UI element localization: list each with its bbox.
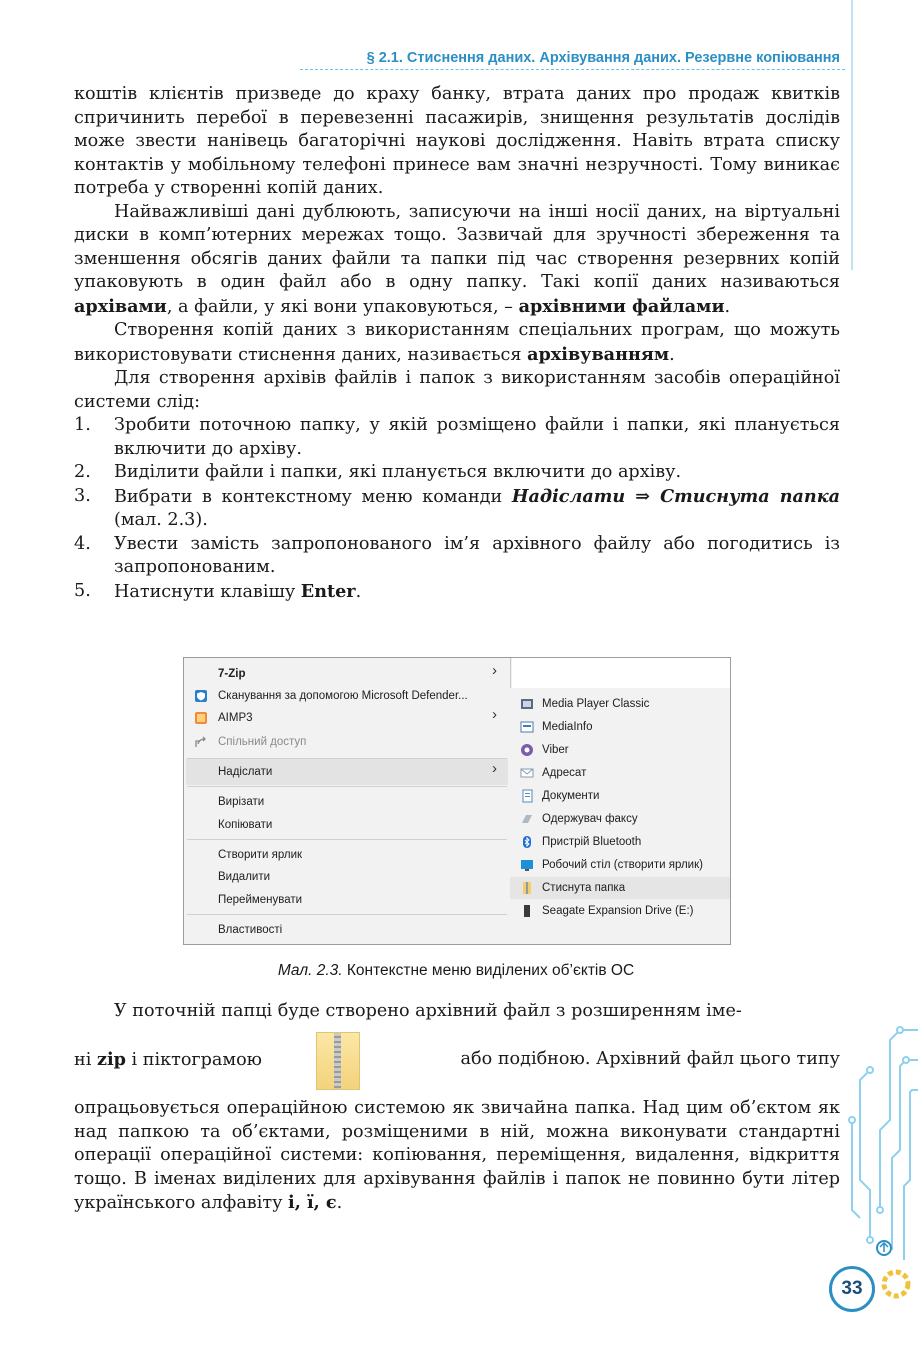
bluetooth-icon (520, 835, 534, 849)
mediainfo-icon (520, 720, 534, 734)
menu-item-delete[interactable]: Видалити (218, 871, 271, 883)
paragraph-2 (74, 201, 840, 320)
documents-icon (520, 789, 534, 803)
context-menu (184, 658, 511, 944)
header-rule (300, 69, 845, 70)
chevron-right-icon: › (492, 760, 497, 777)
mail-recipient-icon (520, 766, 534, 780)
step-item (74, 414, 840, 461)
chevron-right-icon: › (492, 662, 497, 679)
text-run: Створення копій даних з використанням спеціальних програм, що можуть використовувати стиснення даних, називається (74, 320, 840, 365)
chevron-right-icon: › (492, 706, 497, 723)
text-run: ні (74, 1050, 97, 1070)
drive-icon (520, 904, 534, 918)
text-run: . (336, 1193, 343, 1213)
step-text: Натиснути клавішу (114, 581, 301, 602)
send-to-submenu (510, 688, 730, 944)
text-run: . (669, 344, 675, 365)
menu-separator (187, 839, 507, 840)
caption-text: Контекстне меню виділених об’єктів ОС (342, 962, 635, 979)
menu-blank-area (512, 658, 730, 688)
caption-label: Мал. 2.3. (277, 962, 343, 979)
context-menu-figure (183, 657, 731, 945)
menu-item-create-shortcut[interactable]: Створити ярлик (218, 849, 303, 861)
page-number: 33 (829, 1266, 875, 1312)
step-item (74, 485, 840, 533)
step-number: 5. (74, 580, 91, 601)
paragraph-5-line-1: У поточній папці буде створено архівний файл з розширенням іме- (114, 1001, 742, 1021)
submenu-item-bluetooth[interactable]: Пристрій Bluetooth (542, 836, 642, 848)
share-icon (194, 735, 208, 749)
step-text: Вибрати в контекстному меню команди (114, 486, 512, 507)
menu-command: Надіслати ⇒ Стиснута папка (511, 485, 841, 507)
menu-item-aimp3[interactable]: AIMP3 (218, 712, 253, 724)
menu-item-7zip[interactable]: 7-Zip (218, 668, 246, 680)
menu-item-properties[interactable]: Властивості (218, 924, 283, 936)
submenu-item-mediainfo[interactable]: MediaInfo (542, 721, 593, 733)
step-number: 1. (74, 415, 91, 435)
aimp-icon (194, 711, 208, 725)
term-zip: zip (96, 1049, 126, 1070)
menu-item-rename[interactable]: Перейменувати (218, 894, 303, 906)
step-text: . (355, 581, 362, 602)
menu-item-defender-scan[interactable]: Сканування за допомогою Microsoft Defender... (218, 690, 468, 702)
submenu-item-media-player-classic[interactable]: Media Player Classic (542, 698, 650, 710)
step-text: Виділити файли і папки, які планується включити до архіву. (114, 462, 682, 482)
step-text: Увести замість запропонованого ім’я архівного файлу або погодитись із запропонованим. (114, 533, 840, 577)
defender-shield-icon (194, 689, 208, 703)
submenu-item-recipient[interactable]: Адресат (542, 767, 587, 779)
viber-icon (520, 743, 534, 757)
running-header: § 2.1. Стиснення даних. Архівування даних. Резервне копіювання (366, 50, 840, 66)
key-enter: Enter (300, 580, 356, 602)
desktop-icon (520, 858, 534, 872)
paragraph-5-line-2-end: або подібною. Архівний файл цього типу (460, 1049, 840, 1069)
paragraph-5-line-2-start (74, 1048, 314, 1073)
figure-caption (183, 962, 729, 980)
page-edge-line (851, 0, 853, 270)
zipper-stripe (334, 1033, 341, 1089)
main-text (74, 83, 840, 604)
paragraph-5-rest (74, 1097, 840, 1216)
zip-archive-icon (316, 1032, 360, 1090)
step-number: 3. (74, 485, 91, 506)
text-run: Найважливіші дані дублюють, записуючи на інші носії даних, на віртуальні диски в комп’ютерних мережах тощо. Зазвичай для зручності збереження та зменшення обсягів даних файли та папки під час створення резервних копій упаковують в один файл або в одну папку. Такі копії даних називаються (74, 201, 840, 292)
ukrainian-letters: і, ї, є (288, 1192, 337, 1213)
steps-list (74, 414, 840, 604)
step-item (74, 461, 840, 485)
term-archives: архівами (74, 295, 167, 317)
submenu-item-desktop-shortcut[interactable]: Робочий стіл (створити ярлик) (542, 859, 703, 871)
text-run: і піктограмою (125, 1050, 262, 1070)
zip-folder-icon (520, 881, 534, 895)
text-run: . (724, 296, 731, 317)
media-player-icon (520, 697, 534, 711)
step-text: Зробити поточною папку, у якій розміщено файли і папки, які планується включити до архіву. (114, 415, 840, 459)
term-archive-files: архівними файлами (518, 295, 725, 317)
menu-separator (187, 914, 507, 915)
fax-icon (520, 812, 534, 826)
menu-item-send-to[interactable]: Надіслати (218, 766, 273, 778)
step-number: 4. (74, 533, 91, 554)
step-item (74, 533, 840, 580)
submenu-item-viber[interactable]: Viber (542, 744, 569, 756)
paragraph-1: коштів клієнтів призведе до краху банку, втрата даних про продаж квитків спричинить перебої в перевезенні пасажирів, знищення результатів дослідів може звести нанівець багаторічні наукові дослідження. Навіть втрата списку контактів у мобільному телефоні принесе вам значні незручності. Тому виникає потреба у створенні копій даних. (74, 84, 840, 198)
menu-separator (187, 786, 507, 787)
paragraph-3 (74, 319, 840, 367)
submenu-item-fax[interactable]: Одержувач факсу (542, 813, 638, 825)
term-archiving: архівуванням (527, 343, 670, 365)
menu-item-copy[interactable]: Копіювати (218, 819, 273, 831)
paragraph-4: Для створення архівів файлів і папок з використанням засобів операційної системи слід: (74, 368, 840, 412)
text-run: опрацьовується операційною системою як звичайна папка. Над цим об’єктом як над папкою та об’єктами, розміщеними в ній, можна виконувати стандартні операції операційної системи: копіювання, переміщення, видалення, відкриття тощо. В іменах виділених для архівування файлів і папок не повинно бути літер українського алфавіту (74, 1098, 840, 1213)
text-run: , а файли, у які вони упаковуються, – (166, 296, 519, 317)
step-number: 2. (74, 462, 91, 482)
menu-item-share: Спільний доступ (218, 736, 307, 748)
submenu-item-documents[interactable]: Документи (542, 790, 600, 802)
menu-item-cut[interactable]: Вирізати (218, 796, 265, 808)
step-text: (мал. 2.3). (114, 510, 208, 530)
step-item (74, 580, 840, 605)
submenu-item-compressed-folder[interactable]: Стиснута папка (542, 882, 626, 894)
submenu-item-seagate-drive[interactable]: Seagate Expansion Drive (E:) (542, 905, 694, 917)
